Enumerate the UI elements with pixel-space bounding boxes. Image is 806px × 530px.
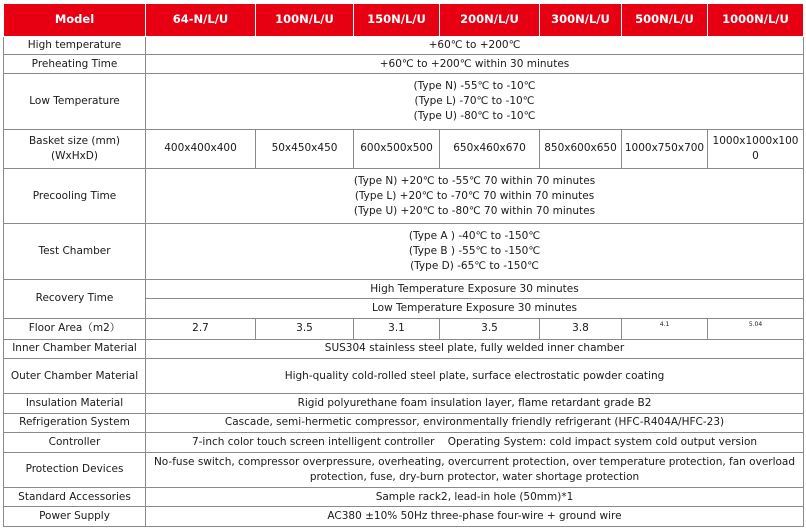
model-value-cell: 3.5 [440,318,540,339]
low-temperature-row [4,74,804,130]
model-value-cell: 50x450x450 [256,129,354,168]
header-row [4,4,804,37]
model-value-cell: 3.5 [256,318,354,339]
controller-row [4,433,804,453]
row-value: Low Temperature Exposure 30 minutes [146,299,804,319]
model-column-header: 500N/L/U [622,4,708,37]
row-value [146,74,804,130]
row-value: No-fuse switch, compressor overpressure, overheating, overcurrent protection, over temperature protection, fan overload protection, fuse, dry-burn protector, water shortage protection [146,452,804,487]
protection-row [4,452,804,487]
row-label: Recovery Time [4,279,146,318]
value-line: (Type N) -55℃ to -10℃ [413,79,536,92]
insulation-row [4,394,804,414]
model-header: Model [4,4,146,37]
test-chamber-row [4,224,804,280]
row-value: Cascade, semi-hermetic compressor, environmentally friendly refrigerant (HFC-R404A/HFC-23) [146,413,804,433]
model-value-cell: 650x460x670 [440,129,540,168]
high-temperature-row [4,36,804,55]
row-label: Power Supply [4,507,146,527]
row-label: Protection Devices [4,452,146,487]
row-label: Test Chamber [4,224,146,280]
row-label: Precooling Time [4,168,146,224]
power-supply-row [4,507,804,527]
refrigeration-row [4,413,804,433]
model-column-header: 1000N/L/U [708,4,804,37]
model-column-header: 64-N/L/U [146,4,256,37]
value-line: (Type L) +20℃ to -70℃ 70 within 70 minutes [354,189,595,202]
floor-area-row [4,318,804,339]
model-column-header: 150N/L/U [354,4,440,37]
model-value-cell: 850x600x650 [540,129,622,168]
row-label: Low Temperature [4,74,146,130]
model-value-cell: 1000x750x700 [622,129,708,168]
model-column-header: 300N/L/U [540,4,622,37]
value-line: (Type A ) -40℃ to -150℃ [408,230,541,243]
model-value-cell: 2.7 [146,318,256,339]
row-label: High temperature [4,36,146,55]
model-column-header: 200N/L/U [440,4,540,37]
row-label [4,129,146,168]
value-line: (Type B ) -55℃ to -150℃ [408,245,541,258]
value-line: (Type D) -65℃ to -150℃ [410,260,539,273]
basket-size-row [4,129,804,168]
label-line: (WxHxD) [51,149,98,162]
value-line: (Type U) +20℃ to -80℃ 70 within 70 minutes [353,204,596,217]
row-value: High Temperature Exposure 30 minutes [146,279,804,299]
row-value: SUS304 stainless steel plate, fully welded inner chamber [146,339,804,359]
row-value: Rigid polyurethane foam insulation layer, flame retardant grade B2 [146,394,804,414]
value-line: (Type L) -70℃ to -10℃ [414,94,535,107]
row-value: 7-inch color touch screen intelligent controller Operating System: cold impact system cold output version [146,433,804,453]
outer-chamber-row [4,359,804,394]
model-column-header: 100N/L/U [256,4,354,37]
row-value: AC380 ±10% 50Hz three-phase four-wire + ground wire [146,507,804,527]
preheating-time-row [4,55,804,74]
row-label: Controller [4,433,146,453]
row-label: Inner Chamber Material [4,339,146,359]
spec-table [3,3,804,527]
row-value: High-quality cold-rolled steel plate, surface electrostatic powder coating [146,359,804,394]
model-value-cell: 1000x1000x1000 [708,129,804,168]
label-line: Basket size (mm) [28,134,121,147]
model-value-cell: 3.8 [540,318,622,339]
value-line: (Type U) -80℃ to -10℃ [413,109,536,122]
accessories-row [4,487,804,507]
model-value-cell: 3.1 [354,318,440,339]
row-value: +60℃ to +200℃ [146,36,804,55]
value-line: (Type N) +20℃ to -55℃ 70 within 70 minutes [353,174,596,187]
model-value-cell: 5.04 [708,318,804,339]
row-label: Standard Accessories [4,487,146,507]
model-value-cell: 4.1 [622,318,708,339]
row-label: Outer Chamber Material [4,359,146,394]
row-value: Sample rack2, lead-in hole (50mm)*1 [146,487,804,507]
recovery-time-row [4,279,804,299]
row-value: +60℃ to +200℃ within 30 minutes [146,55,804,74]
row-label: Floor Area（m2） [4,318,146,339]
model-value-cell: 600x500x500 [354,129,440,168]
row-value [146,168,804,224]
model-value-cell: 400x400x400 [146,129,256,168]
row-label: Refrigeration System [4,413,146,433]
inner-chamber-row [4,339,804,359]
precooling-time-row [4,168,804,224]
row-label: Preheating Time [4,55,146,74]
row-label: Insulation Material [4,394,146,414]
row-value [146,224,804,280]
